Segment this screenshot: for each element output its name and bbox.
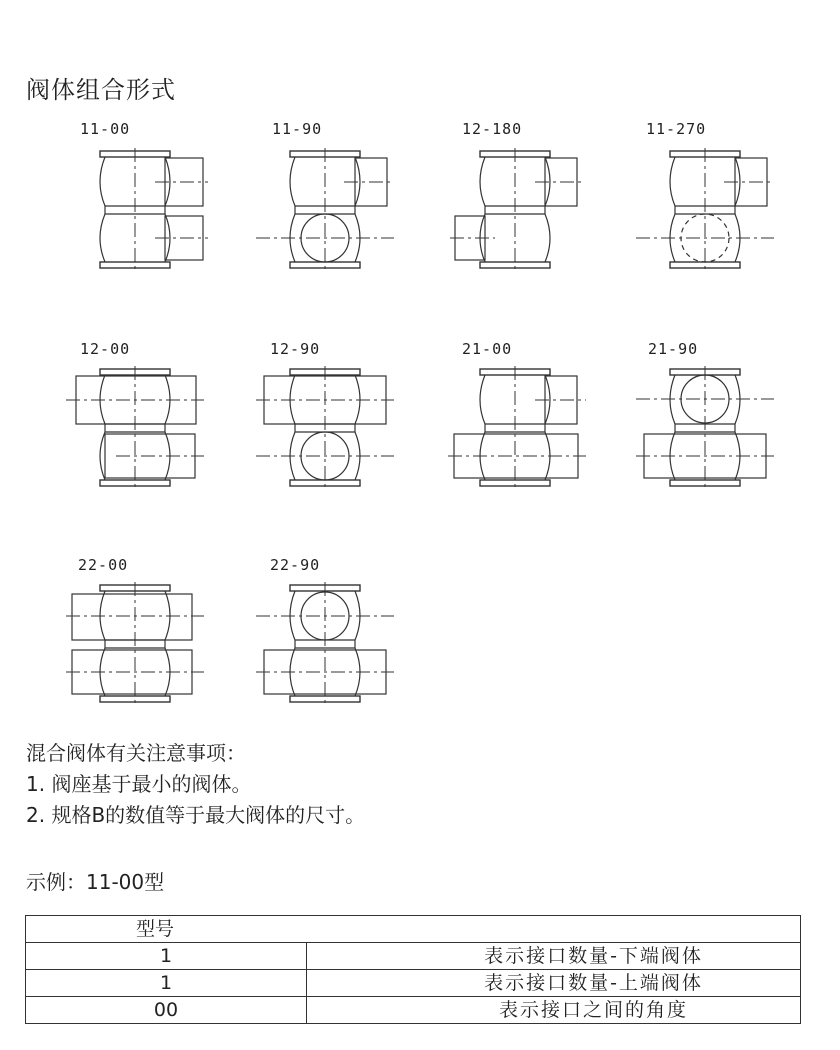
figure-label: 12-00 (80, 340, 131, 358)
figure-label: 11-90 (272, 120, 323, 138)
valve-diagram-12-00 (66, 366, 206, 490)
notes-section (26, 738, 365, 831)
row-description: 表示接口之间的角度 (307, 997, 801, 1024)
valve-diagram-12-180 (450, 148, 590, 272)
notes-title: 混合阀体有关注意事项： (26, 741, 246, 765)
valve-diagram-22-00 (66, 582, 206, 706)
row-description: 表示接口数量-下端阀体 (307, 943, 801, 970)
row-code: 1 (26, 943, 307, 970)
figure-label: 22-00 (78, 556, 129, 574)
model-legend-table (25, 915, 801, 1024)
valve-diagram-12-90 (256, 366, 396, 490)
valve-diagram-21-00 (448, 366, 588, 490)
row-code: 00 (26, 997, 307, 1024)
page-heading: 阀体组合形式 (26, 76, 176, 104)
example-line: 示例：11-00型 (26, 870, 165, 894)
table-row (26, 997, 801, 1024)
row-description: 表示接口数量-上端阀体 (307, 970, 801, 997)
table-row (26, 943, 801, 970)
figure-label: 21-00 (462, 340, 513, 358)
figure-label: 11-270 (646, 120, 707, 138)
valve-diagram-22-90 (256, 582, 396, 706)
valve-diagram-11-00 (70, 148, 210, 272)
figure-label: 22-90 (270, 556, 321, 574)
valve-diagram-21-90 (636, 366, 776, 490)
figure-label: 21-90 (648, 340, 699, 358)
table-row (26, 970, 801, 997)
note-item: 2. 规格B的数值等于最大阀体的尺寸。 (26, 803, 366, 827)
row-code: 1 (26, 970, 307, 997)
figure-label: 12-180 (462, 120, 523, 138)
valve-diagram-11-90 (256, 148, 396, 272)
table-header-model: 型号 (26, 916, 801, 943)
note-item: 1. 阀座基于最小的阀体。 (26, 772, 252, 796)
figure-label: 12-90 (270, 340, 321, 358)
figure-label: 11-00 (80, 120, 131, 138)
table-header-row (26, 916, 801, 943)
valve-diagram-11-270 (636, 148, 776, 272)
